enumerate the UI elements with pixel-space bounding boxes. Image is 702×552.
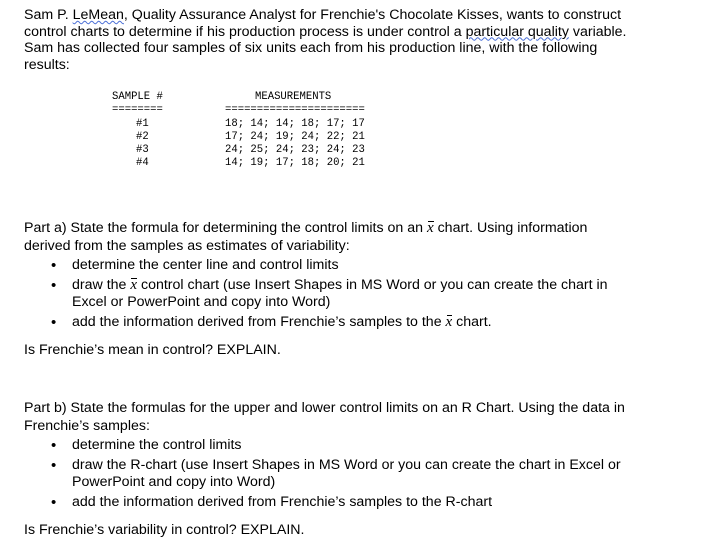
sample-id: #1 xyxy=(136,117,149,130)
intro-line-4: results: xyxy=(24,56,70,73)
part-a-bullet-3-b: chart. xyxy=(452,313,492,330)
sample-id: #3 xyxy=(136,144,149,157)
intro-line-1-a: Sam P. xyxy=(24,7,73,23)
x-bar-symbol: x xyxy=(130,276,138,293)
part-a-bullet-list xyxy=(24,257,684,331)
part-b-bullet-2 xyxy=(24,457,684,492)
part-a-bullet-2-c: Excel or PowerPoint and copy into Word) xyxy=(72,294,331,311)
part-a-bullet-3-a: add the information derived from Frenchie’s samples to the xyxy=(72,313,446,330)
part-b-intro-line-1: Part b) State the formulas for the upper and lower control limits on an R Chart. Using the data in xyxy=(24,400,625,416)
part-b-intro-line-2: Frenchie’s samples: xyxy=(24,417,150,434)
part-b-question: Is Frenchie’s variability in control? EXPLAIN. xyxy=(24,521,305,538)
part-b-section xyxy=(24,400,684,539)
measurement-values: 14; 19; 17; 18; 20; 21 xyxy=(225,157,365,170)
intro-line-2-b: variable. xyxy=(568,23,627,40)
measurements-header: MEASUREMENTS xyxy=(255,91,332,103)
measurement-values: 18; 14; 14; 18; 17; 17 xyxy=(225,117,365,130)
sample-id: #2 xyxy=(136,130,149,143)
part-b-bullet-2-a: draw the R-chart (use Insert Shapes in MS Word or you can create the chart in Excel or xyxy=(72,456,621,473)
intro-line-1 xyxy=(24,7,664,24)
measurement-values: 24; 25; 24; 23; 24; 23 xyxy=(225,144,365,157)
part-a-bullet-2-a: draw the xyxy=(72,276,131,293)
x-bar-symbol: x xyxy=(426,220,434,236)
flagged-phrase-particular-quality: particular quality xyxy=(465,23,569,40)
sample-id: #4 xyxy=(136,157,149,170)
part-b-bullet-1: • determine the control limits xyxy=(24,437,684,455)
intro-paragraph xyxy=(24,7,664,73)
measurements-column xyxy=(225,91,525,171)
part-b-bullet-list xyxy=(24,437,684,511)
part-a-intro-text-a: Part a) State the formula for determining the control limits on an xyxy=(24,220,427,236)
part-a-intro-text-b: chart. Using information xyxy=(433,220,588,236)
measurement-values: 17; 24; 19; 24; 22; 21 xyxy=(225,130,365,143)
intro-line-1-b: , Quality Assurance Analyst for Frenchie's Chocolate Kisses, wants to construct xyxy=(123,7,622,23)
part-b-bullet-2-b: PowerPoint and copy into Word) xyxy=(72,474,276,491)
part-b-bullet-3: • add the information derived from Frenchie’s samples to the R-chart xyxy=(24,494,684,512)
intro-line-2 xyxy=(24,24,664,41)
flagged-word-lemean: LeMean xyxy=(72,7,124,23)
intro-line-3: Sam has collected four samples of six units each from his production line, with the following xyxy=(24,40,598,57)
part-a-bullet-2 xyxy=(24,277,684,312)
part-a-intro-line-2: derived from the samples as estimates of variability: xyxy=(24,237,350,254)
x-bar-symbol: x xyxy=(445,313,453,330)
sample-header: SAMPLE # xyxy=(112,91,163,103)
sample-column xyxy=(112,91,232,171)
part-a-section xyxy=(24,220,684,359)
part-a-bullet-1: • determine the center line and control limits xyxy=(24,257,684,275)
sample-header-rule: ======== xyxy=(112,104,163,117)
part-a-question: Is Frenchie’s mean in control? EXPLAIN. xyxy=(24,341,281,358)
part-a-intro-line-1 xyxy=(24,220,684,238)
part-a-bullet-2-b: control chart (use Insert Shapes in MS Word or you can create the chart in xyxy=(137,276,608,293)
part-a-bullet-3 xyxy=(24,314,684,332)
measurements-header-rule: ====================== xyxy=(225,104,365,117)
intro-line-2-a: control charts to determine if his production process is under control a xyxy=(24,23,466,40)
